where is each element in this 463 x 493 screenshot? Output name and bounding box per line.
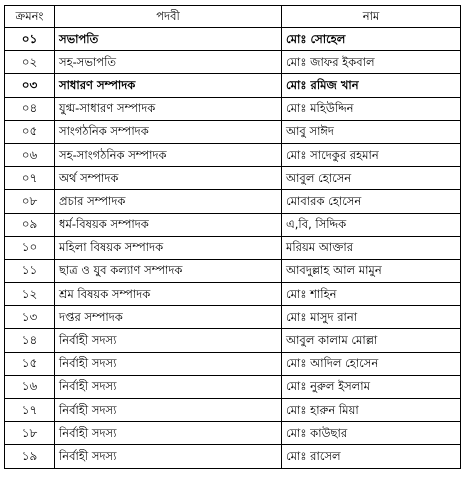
post-cell: নির্বাহী সদস্য [55, 375, 282, 398]
serial-cell: ০৭ [5, 167, 55, 190]
table-row [5, 167, 461, 190]
post-cell: সাধারণ সম্পাদক [55, 74, 282, 97]
name-cell: আবুল কালাম মোল্লা [282, 329, 461, 352]
post-cell: ধর্ম-বিষয়ক সম্পাদক [55, 213, 282, 236]
table-row [5, 422, 461, 445]
committee-table [4, 5, 461, 469]
name-cell: মোঃ মহিউদ্দিন [282, 97, 461, 120]
table-row [5, 213, 461, 236]
post-cell: প্রচার সম্পাদক [55, 190, 282, 213]
table-row [5, 74, 461, 97]
table-row [5, 329, 461, 352]
post-cell: নির্বাহী সদস্য [55, 329, 282, 352]
table-row [5, 445, 461, 468]
table-row [5, 120, 461, 143]
post-cell: নির্বাহী সদস্য [55, 422, 282, 445]
name-cell: মরিয়ম আক্তার [282, 236, 461, 259]
table-row [5, 259, 461, 282]
name-cell: মোঃ রমিজ খান [282, 74, 461, 97]
name-cell: আবদুল্লাহ আল মামুন [282, 259, 461, 282]
post-cell: সহ-সাংগঠনিক সম্পাদক [55, 143, 282, 166]
serial-cell: ১৬ [5, 375, 55, 398]
table-header [5, 6, 461, 28]
name-cell: আবু সাঈদ [282, 120, 461, 143]
header-row [5, 6, 461, 28]
table-row [5, 236, 461, 259]
post-cell: সহ-সভাপতি [55, 51, 282, 74]
serial-cell: ১১ [5, 259, 55, 282]
header-serial: ক্রমনং [5, 6, 55, 28]
table-row [5, 190, 461, 213]
name-cell: মোঃ আদিল হোসেন [282, 352, 461, 375]
serial-cell: ০৯ [5, 213, 55, 236]
post-cell: নির্বাহী সদস্য [55, 352, 282, 375]
serial-cell: ১২ [5, 283, 55, 306]
table-body [5, 28, 461, 469]
name-cell: মোঃ মাসুদ রানা [282, 306, 461, 329]
serial-cell: ১৫ [5, 352, 55, 375]
table-row [5, 51, 461, 74]
post-cell: নির্বাহী সদস্য [55, 399, 282, 422]
serial-cell: ১৮ [5, 422, 55, 445]
header-name: নাম [282, 6, 461, 28]
table-row [5, 143, 461, 166]
post-cell: নির্বাহী সদস্য [55, 445, 282, 468]
name-cell: মোঃ জাফর ইকবাল [282, 51, 461, 74]
table-row [5, 306, 461, 329]
post-cell: দপ্তর সম্পাদক [55, 306, 282, 329]
serial-cell: ০৬ [5, 143, 55, 166]
serial-cell: ১৭ [5, 399, 55, 422]
serial-cell: ০১ [5, 28, 55, 51]
name-cell: মোঃ শাহিন [282, 283, 461, 306]
serial-cell: ০৮ [5, 190, 55, 213]
serial-cell: ১৩ [5, 306, 55, 329]
name-cell: মোঃ রাসেল [282, 445, 461, 468]
serial-cell: ০৩ [5, 74, 55, 97]
name-cell: মোঃ সাদেকুর রহমান [282, 143, 461, 166]
post-cell: মহিলা বিষয়ক সম্পাদক [55, 236, 282, 259]
table-row [5, 97, 461, 120]
post-cell: অর্থ সম্পাদক [55, 167, 282, 190]
post-cell: সাংগঠনিক সম্পাদক [55, 120, 282, 143]
table-row [5, 28, 461, 51]
table-row [5, 352, 461, 375]
post-cell: যুগ্ম-সাধারণ সম্পাদক [55, 97, 282, 120]
table-row [5, 375, 461, 398]
serial-cell: ০২ [5, 51, 55, 74]
name-cell: মোঃ হারুন মিয়া [282, 399, 461, 422]
serial-cell: ১৪ [5, 329, 55, 352]
name-cell: মোঃ নুরুল ইসলাম [282, 375, 461, 398]
post-cell: শ্রম বিষয়ক সম্পাদক [55, 283, 282, 306]
table-row [5, 399, 461, 422]
post-cell: সভাপতি [55, 28, 282, 51]
serial-cell: ১০ [5, 236, 55, 259]
post-cell: ছাত্র ও যুব কল্যাণ সম্পাদক [55, 259, 282, 282]
name-cell: মোঃ সোহেল [282, 28, 461, 51]
name-cell: মোবারক হোসেন [282, 190, 461, 213]
name-cell: আবুল হোসেন [282, 167, 461, 190]
serial-cell: ১৯ [5, 445, 55, 468]
name-cell: এ,বি, সিদ্দিক [282, 213, 461, 236]
table-row [5, 283, 461, 306]
serial-cell: ০৫ [5, 120, 55, 143]
serial-cell: ০৪ [5, 97, 55, 120]
header-post: পদবী [55, 6, 282, 28]
name-cell: মোঃ কাউছার [282, 422, 461, 445]
